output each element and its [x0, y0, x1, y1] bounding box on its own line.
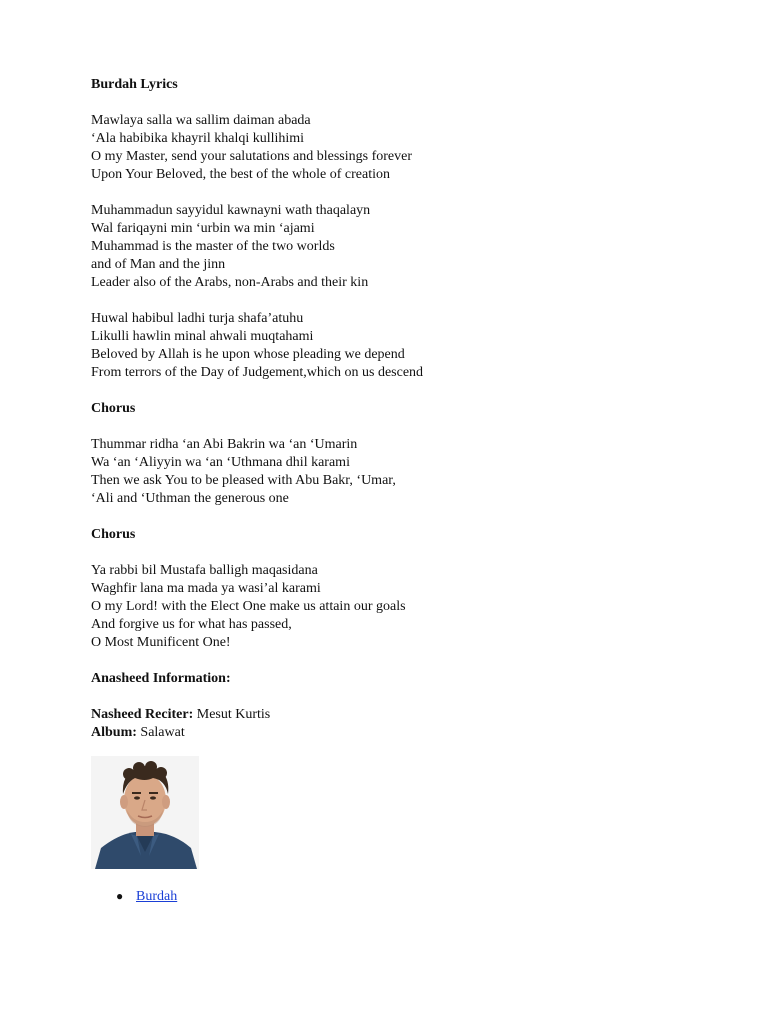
chorus-heading: Chorus [91, 401, 136, 416]
reciter-photo [91, 756, 199, 869]
stanza-2 [91, 202, 711, 292]
lyric-line: Likulli hawlin minal ahwali muqtahami [91, 329, 314, 344]
stanza-4 [91, 436, 711, 508]
lyric-line: Then we ask You to be pleased with Abu Bakr, ‘Umar, [91, 473, 396, 488]
album-row [91, 724, 711, 742]
reciter-row [91, 706, 711, 724]
album-value: Salawat [140, 725, 185, 740]
lyric-line: ‘Ali and ‘Uthman the generous one [91, 491, 289, 506]
info-heading: Anasheed Information: [91, 671, 231, 686]
stanza-3 [91, 310, 711, 382]
lyric-line: and of Man and the jinn [91, 257, 226, 272]
burdah-link[interactable]: Burdah [136, 889, 178, 904]
lyric-line: Wa ‘an ‘Aliyyin wa ‘an ‘Uthmana dhil karami [91, 455, 350, 470]
reciter-value: Mesut Kurtis [196, 707, 271, 722]
bullet-icon: ● [116, 889, 124, 903]
lyric-line: From terrors of the Day of Judgement,which on us descend [91, 365, 424, 380]
lyric-line: Muhammadun sayyidul kawnayni wath thaqalayn [91, 203, 371, 218]
document-title: Burdah Lyrics [91, 77, 178, 92]
lyric-line: And forgive us for what has passed, [91, 617, 292, 632]
lyric-line: Upon Your Beloved, the best of the whole of creation [91, 167, 390, 182]
related-links-list [116, 887, 177, 906]
lyric-line: Muhammad is the master of the two worlds [91, 239, 335, 254]
lyric-line: O my Lord! with the Elect One make us attain our goals [91, 599, 406, 614]
stanza-5 [91, 562, 711, 652]
lyric-line: O Most Munificent One! [91, 635, 231, 650]
lyric-line: O my Master, send your salutations and blessings forever [91, 149, 412, 164]
lyric-line: Ya rabbi bil Mustafa balligh maqasidana [91, 563, 318, 578]
lyric-line: Thummar ridha ‘an Abi Bakrin wa ‘an ‘Umarin [91, 437, 358, 452]
document-body [91, 76, 711, 742]
chorus-heading: Chorus [91, 527, 136, 542]
reciter-label: Nasheed Reciter: [91, 707, 194, 722]
lyric-line: Mawlaya salla wa sallim daiman abada [91, 113, 311, 128]
lyric-line: Leader also of the Arabs, non-Arabs and their kin [91, 275, 369, 290]
stanza-1 [91, 112, 711, 184]
lyric-line: ‘Ala habibika khayril khalqi kullihimi [91, 131, 305, 146]
lyric-line: Wal fariqayni min ‘urbin wa min ‘ajami [91, 221, 315, 236]
lyric-line: Waghfir lana ma mada ya wasi’al karami [91, 581, 321, 596]
lyric-line: Huwal habibul ladhi turja shafa’atuhu [91, 311, 304, 326]
album-label: Album: [91, 725, 137, 740]
lyric-line: Beloved by Allah is he upon whose pleading we depend [91, 347, 405, 362]
list-item [116, 887, 177, 906]
